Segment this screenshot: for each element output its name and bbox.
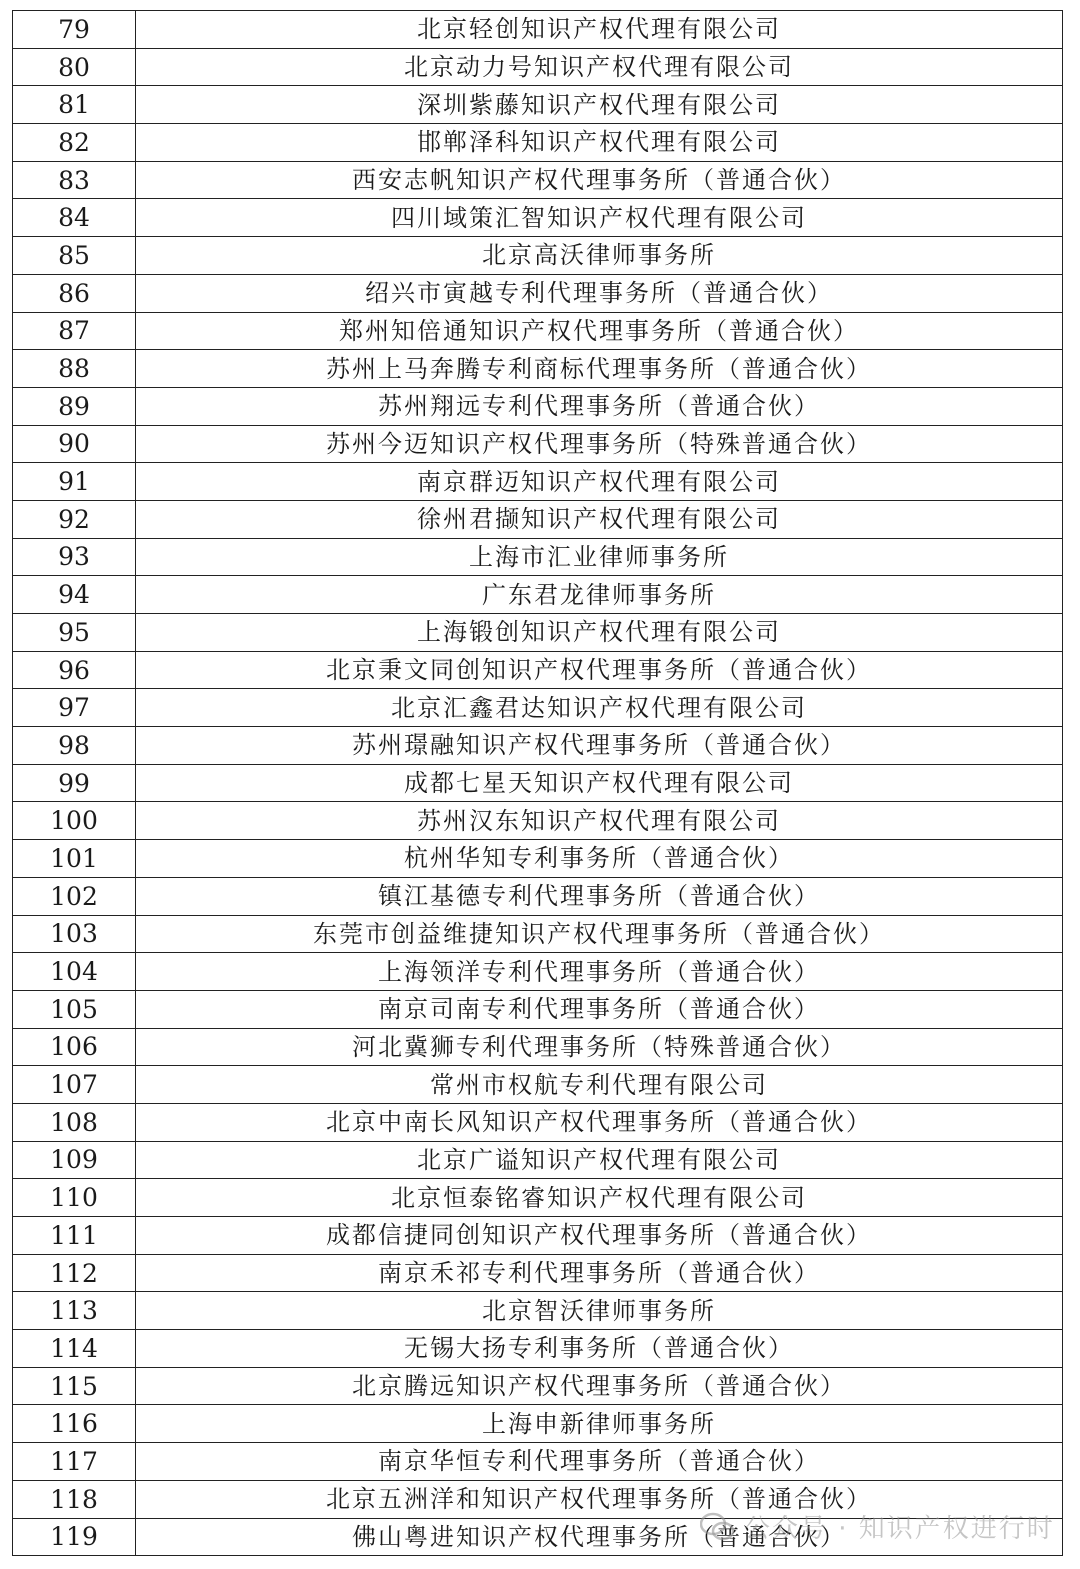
row-number-cell: 116: [13, 1405, 136, 1443]
row-number-cell: 80: [13, 48, 136, 86]
table-row: [13, 802, 1063, 840]
row-number-cell: 109: [13, 1141, 136, 1179]
row-number-cell: 87: [13, 312, 136, 350]
row-number-cell: 79: [13, 11, 136, 49]
table-row: [13, 1330, 1063, 1368]
row-number-cell: 82: [13, 124, 136, 162]
agency-name-cell: 苏州翔远专利代理事务所（普通合伙）: [136, 387, 1063, 425]
agency-name-cell: 深圳紫藤知识产权代理有限公司: [136, 86, 1063, 124]
row-number-cell: 107: [13, 1066, 136, 1104]
row-number-cell: 101: [13, 840, 136, 878]
agency-name-cell: 上海市汇业律师事务所: [136, 538, 1063, 576]
table-row: [13, 840, 1063, 878]
agency-name-cell: 南京禾祁专利代理事务所（普通合伙）: [136, 1254, 1063, 1292]
agency-list-table-body: [13, 11, 1063, 1556]
table-row: [13, 576, 1063, 614]
agency-name-cell: 西安志帆知识产权代理事务所（普通合伙）: [136, 161, 1063, 199]
table-row: [13, 11, 1063, 49]
agency-name-cell: 杭州华知专利事务所（普通合伙）: [136, 840, 1063, 878]
agency-name-cell: 苏州汉东知识产权代理有限公司: [136, 802, 1063, 840]
agency-list-table: [12, 10, 1063, 1556]
row-number-cell: 91: [13, 463, 136, 501]
table-row: [13, 1518, 1063, 1556]
table-row: [13, 500, 1063, 538]
table-row: [13, 915, 1063, 953]
row-number-cell: 112: [13, 1254, 136, 1292]
table-row: [13, 350, 1063, 388]
agency-name-cell: 成都七星天知识产权代理有限公司: [136, 764, 1063, 802]
agency-name-cell: 东莞市创益维捷知识产权代理事务所（普通合伙）: [136, 915, 1063, 953]
agency-name-cell: 北京秉文同创知识产权代理事务所（普通合伙）: [136, 651, 1063, 689]
agency-name-cell: 北京中南长风知识产权代理事务所（普通合伙）: [136, 1103, 1063, 1141]
agency-name-cell: 上海领洋专利代理事务所（普通合伙）: [136, 953, 1063, 991]
row-number-cell: 81: [13, 86, 136, 124]
table-row: [13, 1179, 1063, 1217]
agency-name-cell: 郑州知倍通知识产权代理事务所（普通合伙）: [136, 312, 1063, 350]
row-number-cell: 108: [13, 1103, 136, 1141]
agency-name-cell: 北京高沃律师事务所: [136, 237, 1063, 275]
row-number-cell: 86: [13, 274, 136, 312]
row-number-cell: 92: [13, 500, 136, 538]
table-row: [13, 538, 1063, 576]
agency-name-cell: 南京司南专利代理事务所（普通合伙）: [136, 990, 1063, 1028]
table-row: [13, 237, 1063, 275]
agency-name-cell: 北京五洲洋和知识产权代理事务所（普通合伙）: [136, 1480, 1063, 1518]
table-row: [13, 312, 1063, 350]
row-number-cell: 99: [13, 764, 136, 802]
row-number-cell: 94: [13, 576, 136, 614]
table-row: [13, 1292, 1063, 1330]
agency-name-cell: 成都信捷同创知识产权代理事务所（普通合伙）: [136, 1217, 1063, 1255]
agency-name-cell: 北京智沃律师事务所: [136, 1292, 1063, 1330]
row-number-cell: 95: [13, 614, 136, 652]
table-row: [13, 274, 1063, 312]
agency-name-cell: 北京恒泰铭睿知识产权代理有限公司: [136, 1179, 1063, 1217]
table-row: [13, 161, 1063, 199]
table-row: [13, 463, 1063, 501]
row-number-cell: 104: [13, 953, 136, 991]
agency-name-cell: 邯郸泽科知识产权代理有限公司: [136, 124, 1063, 162]
agency-name-cell: 北京汇鑫君达知识产权代理有限公司: [136, 689, 1063, 727]
table-row: [13, 764, 1063, 802]
table-row: [13, 651, 1063, 689]
agency-name-cell: 南京群迈知识产权代理有限公司: [136, 463, 1063, 501]
agency-list-table-container: [12, 10, 1062, 1556]
row-number-cell: 90: [13, 425, 136, 463]
row-number-cell: 96: [13, 651, 136, 689]
agency-name-cell: 徐州君撷知识产权代理有限公司: [136, 500, 1063, 538]
row-number-cell: 98: [13, 727, 136, 765]
table-row: [13, 990, 1063, 1028]
table-row: [13, 614, 1063, 652]
row-number-cell: 105: [13, 990, 136, 1028]
table-row: [13, 48, 1063, 86]
agency-name-cell: 苏州璟融知识产权代理事务所（普通合伙）: [136, 727, 1063, 765]
table-row: [13, 953, 1063, 991]
row-number-cell: 93: [13, 538, 136, 576]
table-row: [13, 1066, 1063, 1104]
row-number-cell: 85: [13, 237, 136, 275]
row-number-cell: 102: [13, 877, 136, 915]
table-row: [13, 1217, 1063, 1255]
agency-name-cell: 上海申新律师事务所: [136, 1405, 1063, 1443]
agency-name-cell: 无锡大扬专利事务所（普通合伙）: [136, 1330, 1063, 1368]
table-row: [13, 1103, 1063, 1141]
row-number-cell: 119: [13, 1518, 136, 1556]
row-number-cell: 97: [13, 689, 136, 727]
row-number-cell: 117: [13, 1443, 136, 1481]
agency-name-cell: 北京腾远知识产权代理事务所（普通合伙）: [136, 1367, 1063, 1405]
table-row: [13, 877, 1063, 915]
table-row: [13, 387, 1063, 425]
agency-name-cell: 绍兴市寅越专利代理事务所（普通合伙）: [136, 274, 1063, 312]
table-row: [13, 1480, 1063, 1518]
table-row: [13, 199, 1063, 237]
table-row: [13, 689, 1063, 727]
agency-name-cell: 北京动力号知识产权代理有限公司: [136, 48, 1063, 86]
agency-name-cell: 河北冀狮专利代理事务所（特殊普通合伙）: [136, 1028, 1063, 1066]
table-row: [13, 1254, 1063, 1292]
agency-name-cell: 北京广谥知识产权代理有限公司: [136, 1141, 1063, 1179]
agency-name-cell: 四川域策汇智知识产权代理有限公司: [136, 199, 1063, 237]
agency-name-cell: 上海锻创知识产权代理有限公司: [136, 614, 1063, 652]
row-number-cell: 111: [13, 1217, 136, 1255]
table-row: [13, 727, 1063, 765]
agency-name-cell: 苏州今迈知识产权代理事务所（特殊普通合伙）: [136, 425, 1063, 463]
agency-name-cell: 广东君龙律师事务所: [136, 576, 1063, 614]
row-number-cell: 118: [13, 1480, 136, 1518]
row-number-cell: 89: [13, 387, 136, 425]
table-row: [13, 1405, 1063, 1443]
agency-name-cell: 镇江基德专利代理事务所（普通合伙）: [136, 877, 1063, 915]
table-row: [13, 1367, 1063, 1405]
row-number-cell: 106: [13, 1028, 136, 1066]
row-number-cell: 114: [13, 1330, 136, 1368]
row-number-cell: 100: [13, 802, 136, 840]
agency-name-cell: 佛山粤进知识产权代理事务所（普通合伙）: [136, 1518, 1063, 1556]
table-row: [13, 1141, 1063, 1179]
agency-name-cell: 北京轻创知识产权代理有限公司: [136, 11, 1063, 49]
table-row: [13, 1443, 1063, 1481]
agency-name-cell: 苏州上马奔腾专利商标代理事务所（普通合伙）: [136, 350, 1063, 388]
row-number-cell: 88: [13, 350, 136, 388]
row-number-cell: 113: [13, 1292, 136, 1330]
row-number-cell: 115: [13, 1367, 136, 1405]
table-row: [13, 425, 1063, 463]
table-row: [13, 86, 1063, 124]
agency-name-cell: 南京华恒专利代理事务所（普通合伙）: [136, 1443, 1063, 1481]
row-number-cell: 110: [13, 1179, 136, 1217]
row-number-cell: 103: [13, 915, 136, 953]
table-row: [13, 1028, 1063, 1066]
row-number-cell: 84: [13, 199, 136, 237]
table-row: [13, 124, 1063, 162]
row-number-cell: 83: [13, 161, 136, 199]
agency-name-cell: 常州市权航专利代理有限公司: [136, 1066, 1063, 1104]
watermark-text: 公众号 · 知识产权进行时: [744, 1514, 1055, 1544]
